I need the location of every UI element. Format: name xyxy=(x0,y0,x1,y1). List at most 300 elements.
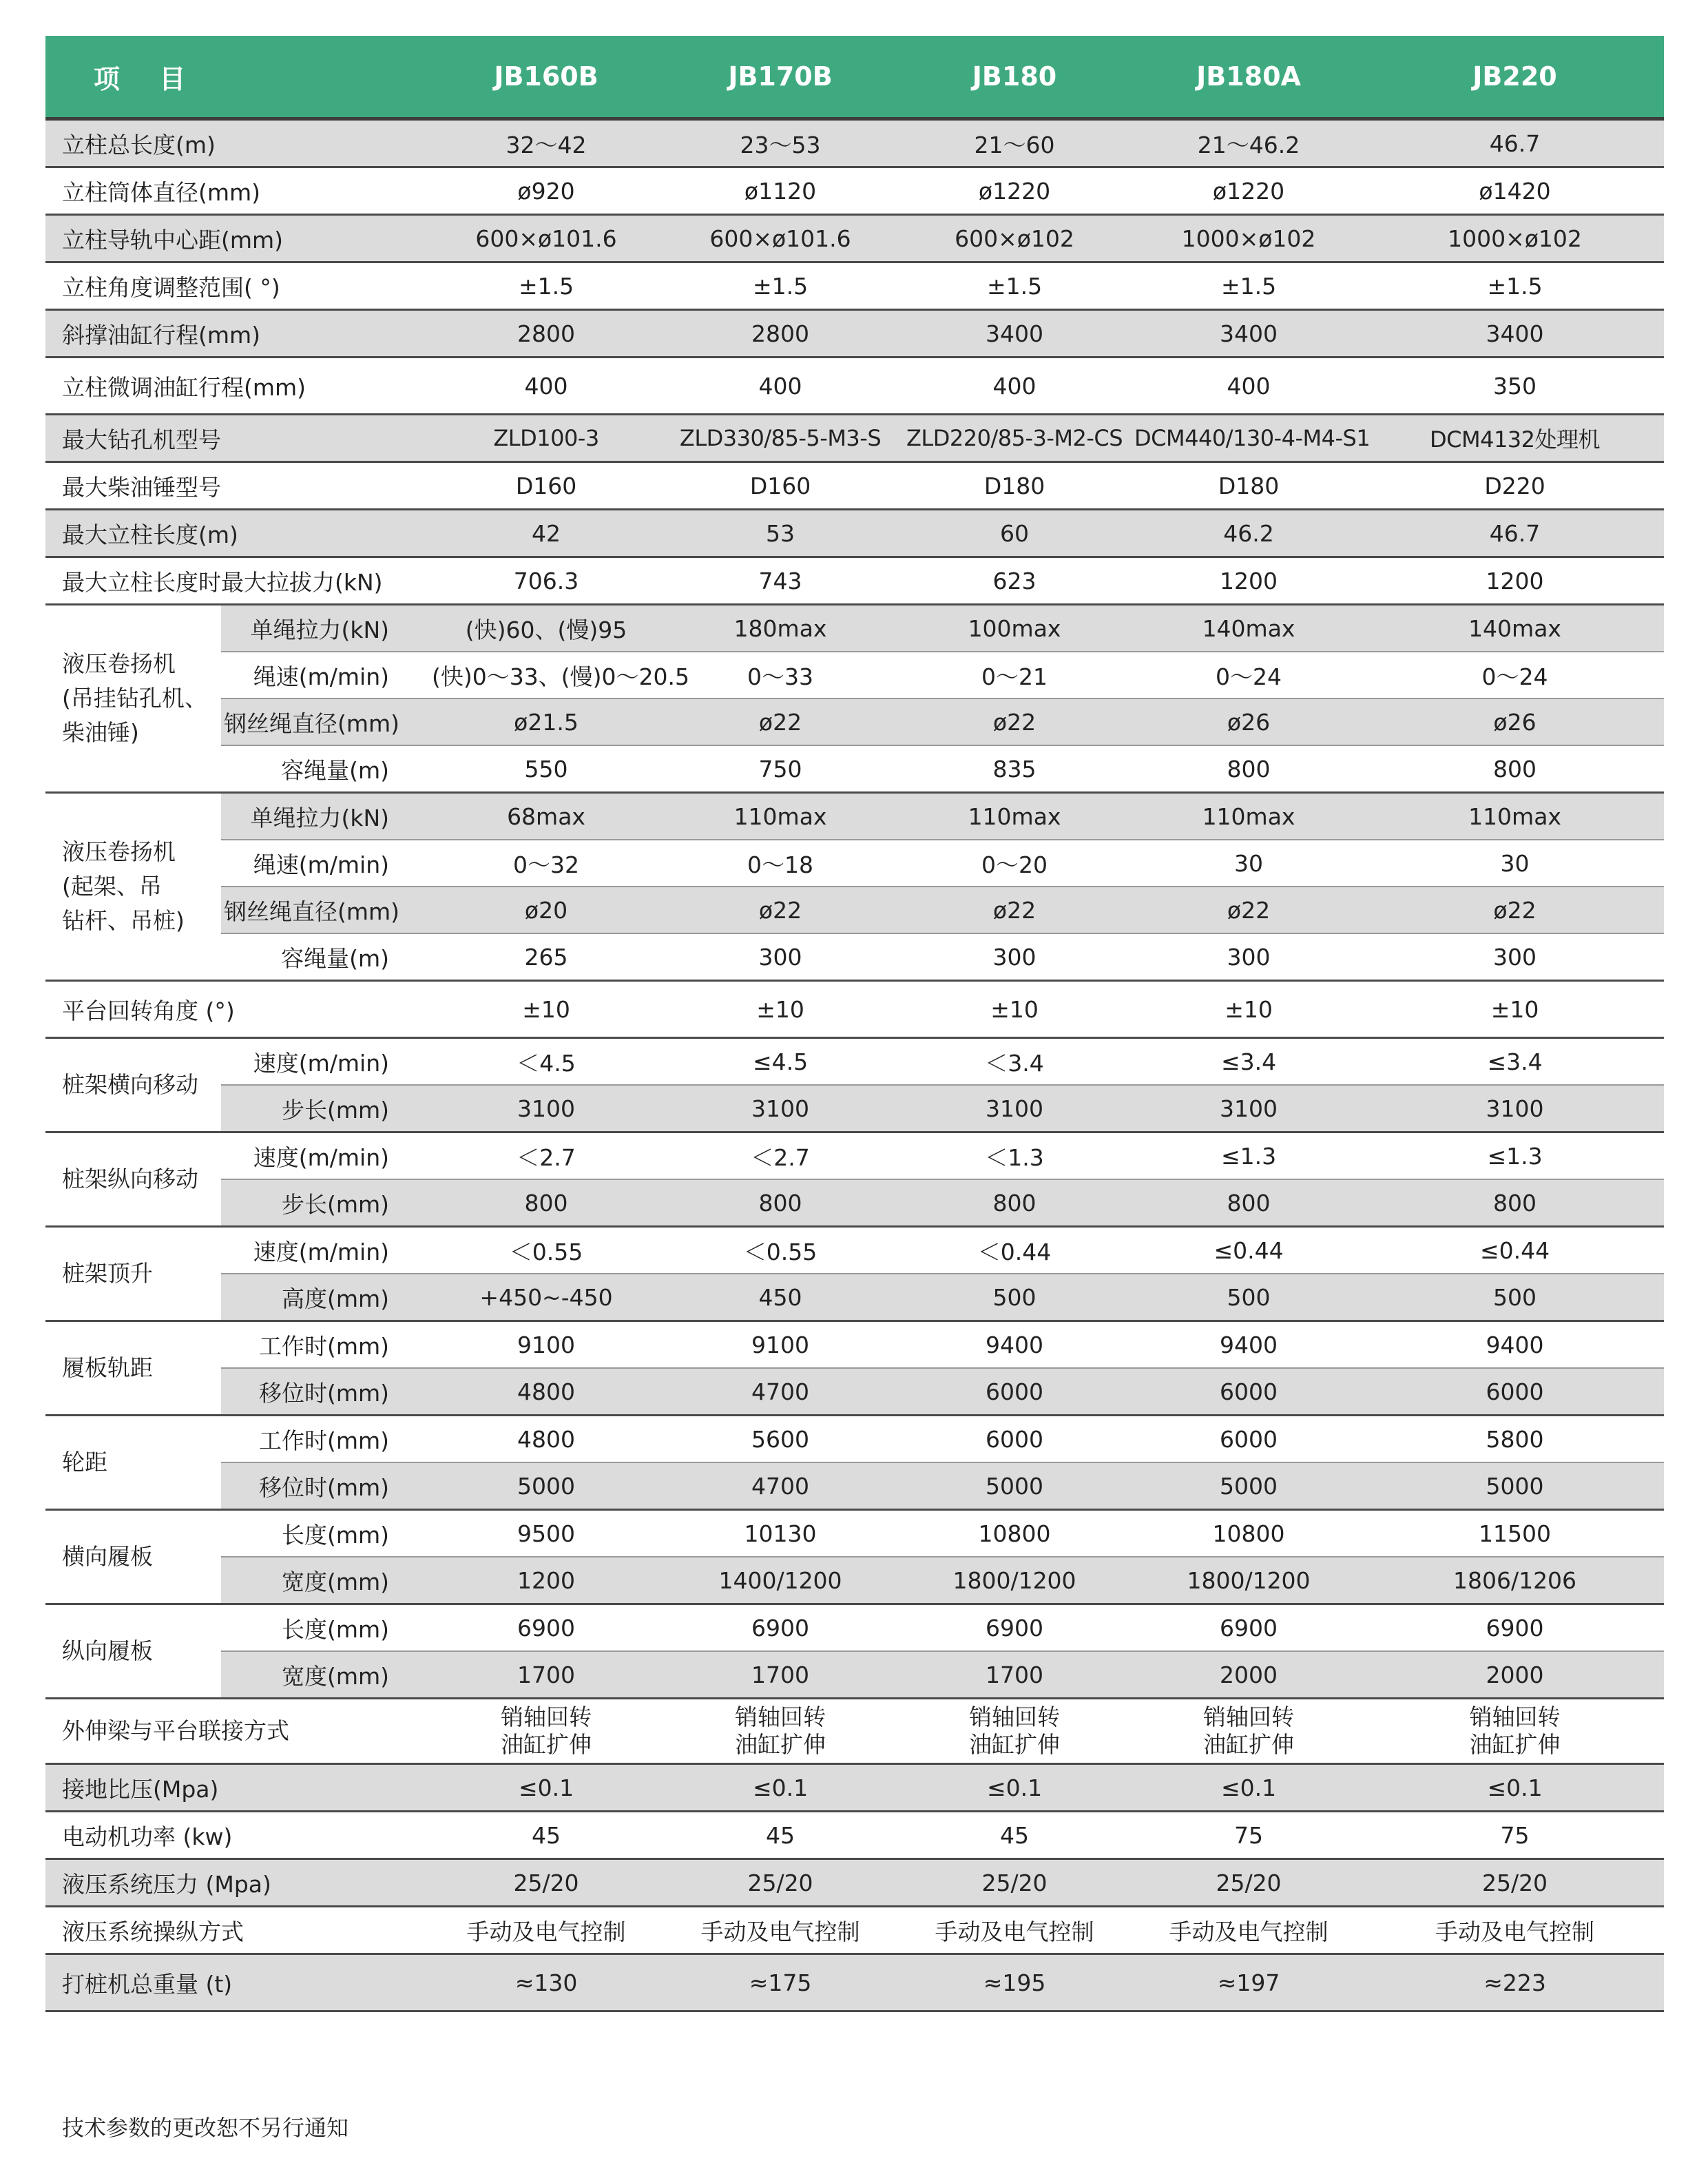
cell: 25/20 xyxy=(1132,1859,1366,1907)
cell: 1806/1206 xyxy=(1366,1557,1664,1604)
cell: 9500 xyxy=(429,1510,663,1557)
cell: 600×ø101.6 xyxy=(429,215,663,262)
row-label: 最大立柱长度时最大拉拔力(kN) xyxy=(45,557,429,605)
group-label: 纵向履板 xyxy=(45,1604,221,1699)
cell: 0～24 xyxy=(1132,652,1366,698)
group-label-line: (吊挂钻孔机、 xyxy=(62,685,207,712)
table-row xyxy=(45,557,1664,605)
cell: 600×ø102 xyxy=(897,215,1132,262)
cell: 6000 xyxy=(1366,1368,1664,1416)
cell: ≤1.3 xyxy=(1366,1132,1664,1180)
cell: ±1.5 xyxy=(897,262,1132,310)
cell: ZLD330/85-5-M3-S xyxy=(663,415,897,462)
cell: ø22 xyxy=(1366,887,1664,933)
cell: 9400 xyxy=(1366,1321,1664,1369)
cell: 300 xyxy=(1366,933,1664,981)
table-row xyxy=(45,1510,1664,1557)
cell: 23～53 xyxy=(663,119,897,167)
cell: ø920 xyxy=(429,167,663,215)
cell: 10800 xyxy=(897,1510,1132,1557)
header-model: JB180 xyxy=(897,36,1132,119)
group-label-line: 钻杆、吊桩) xyxy=(62,907,185,934)
sub-label: 速度(m/min) xyxy=(221,1132,429,1180)
cell-line: 油缸扩伸 xyxy=(1469,1731,1561,1758)
row-label: 斜撑油缸行程(mm) xyxy=(45,310,429,358)
cell: 45 xyxy=(429,1812,663,1859)
cell: 2800 xyxy=(429,310,663,358)
table-row xyxy=(45,462,1664,510)
cell: ø21.5 xyxy=(429,698,663,745)
table-row xyxy=(45,119,1664,167)
cell: 4700 xyxy=(663,1368,897,1416)
cell: ±10 xyxy=(429,981,663,1038)
cell: D180 xyxy=(1132,462,1366,510)
cell: 743 xyxy=(663,557,897,605)
group-label: 履板轨距 xyxy=(45,1321,221,1416)
cell: 800 xyxy=(1132,1179,1366,1227)
cell: 450 xyxy=(663,1274,897,1321)
sub-label: 容绳量(m) xyxy=(221,933,429,981)
cell: 300 xyxy=(663,933,897,981)
cell: ≤0.1 xyxy=(897,1764,1132,1812)
cell: ≤1.3 xyxy=(1132,1132,1366,1180)
cell: 手动及电气控制 xyxy=(1132,1907,1366,1954)
cell: 6000 xyxy=(897,1416,1132,1463)
group-label-line: 液压卷扬机 xyxy=(62,650,176,677)
cell: 25/20 xyxy=(897,1859,1132,1907)
cell: 1800/1200 xyxy=(1132,1557,1366,1604)
cell: 800 xyxy=(1132,745,1366,793)
cell: 11500 xyxy=(1366,1510,1664,1557)
cell: ±10 xyxy=(1366,981,1664,1038)
cell: 550 xyxy=(429,745,663,793)
cell: ≤0.1 xyxy=(1366,1764,1664,1812)
table-row xyxy=(45,1954,1664,2011)
table-row xyxy=(45,1699,1664,1764)
cell: 800 xyxy=(1366,745,1664,793)
cell: 800 xyxy=(897,1179,1132,1227)
cell: 9400 xyxy=(1132,1321,1366,1369)
cell: ø22 xyxy=(897,887,1132,933)
table-row xyxy=(45,1368,1664,1416)
cell: 0～33 xyxy=(663,652,897,698)
table-row xyxy=(45,415,1664,462)
sub-label: 步长(mm) xyxy=(221,1085,429,1132)
cell: 42 xyxy=(429,510,663,557)
cell: ≈195 xyxy=(897,1954,1132,2011)
cell: 1700 xyxy=(663,1651,897,1699)
cell: 265 xyxy=(429,933,663,981)
cell: 5000 xyxy=(897,1462,1132,1510)
cell: ≤0.44 xyxy=(1132,1227,1366,1274)
cell: 110max xyxy=(1366,793,1664,840)
cell: ≤3.4 xyxy=(1366,1038,1664,1086)
cell: 4800 xyxy=(429,1416,663,1463)
cell: 0～20 xyxy=(897,840,1132,887)
cell: 0～21 xyxy=(897,652,1132,698)
cell: 32～42 xyxy=(429,119,663,167)
group-label-line: 柴油锤) xyxy=(62,719,139,746)
cell: 10800 xyxy=(1132,1510,1366,1557)
cell: 60 xyxy=(897,510,1132,557)
sub-label: 速度(m/min) xyxy=(221,1227,429,1274)
sub-label: 移位时(mm) xyxy=(221,1368,429,1416)
table-row xyxy=(45,1764,1664,1812)
group-label-line: (起架、吊 xyxy=(62,873,162,900)
header-model: JB220 xyxy=(1366,36,1664,119)
header-model: JB160B xyxy=(429,36,663,119)
cell xyxy=(1366,1699,1664,1764)
cell: (快)0～33、(慢)0～20.5 xyxy=(429,652,663,698)
row-label: 接地比压(Mpa) xyxy=(45,1764,429,1812)
cell: ZLD100-3 xyxy=(429,415,663,462)
table-row xyxy=(45,1321,1664,1369)
table-row xyxy=(45,887,1664,933)
sub-label: 速度(m/min) xyxy=(221,1038,429,1086)
cell: ≈130 xyxy=(429,1954,663,2011)
cell: 2800 xyxy=(663,310,897,358)
cell: 0～18 xyxy=(663,840,897,887)
spec-table xyxy=(45,36,1664,2012)
table-row xyxy=(45,1604,1664,1652)
cell: 4800 xyxy=(429,1368,663,1416)
group-label-line: 液压卷扬机 xyxy=(62,838,176,865)
cell: 10130 xyxy=(663,1510,897,1557)
cell: ø1120 xyxy=(663,167,897,215)
cell: 140max xyxy=(1366,605,1664,652)
cell-line: 销轴回转 xyxy=(969,1704,1061,1730)
cell: 1200 xyxy=(429,1557,663,1604)
group-label: 轮距 xyxy=(45,1416,221,1510)
cell: ＜2.7 xyxy=(663,1132,897,1180)
cell-line: 销轴回转 xyxy=(735,1704,826,1730)
table-row xyxy=(45,745,1664,793)
cell: 1700 xyxy=(897,1651,1132,1699)
cell: D160 xyxy=(429,462,663,510)
cell: ø26 xyxy=(1132,698,1366,745)
cell: 750 xyxy=(663,745,897,793)
cell: 400 xyxy=(897,358,1132,415)
cell: 3400 xyxy=(1132,310,1366,358)
cell: ø20 xyxy=(429,887,663,933)
cell: 0～32 xyxy=(429,840,663,887)
row-label: 打桩机总重量 (t) xyxy=(45,1954,429,2011)
cell: ø1220 xyxy=(1132,167,1366,215)
row-label: 最大柴油锤型号 xyxy=(45,462,429,510)
cell: ±1.5 xyxy=(663,262,897,310)
sub-label: 宽度(mm) xyxy=(221,1651,429,1699)
cell: DCM440/130-4-M4-S1 xyxy=(1132,415,1366,462)
cell-line: 油缸扩伸 xyxy=(969,1731,1061,1758)
cell: 手动及电气控制 xyxy=(1366,1907,1664,1954)
header-model: JB170B xyxy=(663,36,897,119)
table-row xyxy=(45,262,1664,310)
cell: 5800 xyxy=(1366,1416,1664,1463)
table-row xyxy=(45,310,1664,358)
cell: 5000 xyxy=(429,1462,663,1510)
cell: 68max xyxy=(429,793,663,840)
row-label: 外伸梁与平台联接方式 xyxy=(45,1699,429,1764)
cell: 3100 xyxy=(1132,1085,1366,1132)
cell: ≤0.1 xyxy=(429,1764,663,1812)
cell: ＜0.44 xyxy=(897,1227,1132,1274)
cell: 1700 xyxy=(429,1651,663,1699)
cell: 5600 xyxy=(663,1416,897,1463)
row-label: 最大钻孔机型号 xyxy=(45,415,429,462)
table-row xyxy=(45,1907,1664,1954)
cell: 46.7 xyxy=(1366,119,1664,167)
group-label: 横向履板 xyxy=(45,1510,221,1604)
cell: ZLD220/85-3-M2-CS xyxy=(897,415,1132,462)
cell: 500 xyxy=(1132,1274,1366,1321)
cell: +450~-450 xyxy=(429,1274,663,1321)
cell: 45 xyxy=(897,1812,1132,1859)
cell: 623 xyxy=(897,557,1132,605)
sub-label: 工作时(mm) xyxy=(221,1321,429,1369)
table-row xyxy=(45,652,1664,698)
cell: ≤0.1 xyxy=(663,1764,897,1812)
cell: D180 xyxy=(897,462,1132,510)
table-row xyxy=(45,1462,1664,1510)
cell: 3100 xyxy=(429,1085,663,1132)
cell: ＜3.4 xyxy=(897,1038,1132,1086)
cell: 手动及电气控制 xyxy=(897,1907,1132,1954)
cell: 110max xyxy=(897,793,1132,840)
cell: ≈197 xyxy=(1132,1954,1366,2011)
cell: 46.2 xyxy=(1132,510,1366,557)
table-row xyxy=(45,167,1664,215)
cell: 400 xyxy=(1132,358,1366,415)
cell: 25/20 xyxy=(663,1859,897,1907)
table-row xyxy=(45,215,1664,262)
row-label: 液压系统操纵方式 xyxy=(45,1907,429,1954)
cell: ＜0.55 xyxy=(663,1227,897,1274)
cell: 400 xyxy=(429,358,663,415)
cell: 6900 xyxy=(429,1604,663,1652)
cell: 3400 xyxy=(897,310,1132,358)
cell: 6900 xyxy=(897,1604,1132,1652)
cell: 21～46.2 xyxy=(1132,119,1366,167)
header-row xyxy=(45,36,1664,119)
table-row xyxy=(45,1179,1664,1227)
cell: 400 xyxy=(663,358,897,415)
sub-label: 长度(mm) xyxy=(221,1510,429,1557)
cell: ≤4.5 xyxy=(663,1038,897,1086)
cell: 800 xyxy=(663,1179,897,1227)
sub-label: 宽度(mm) xyxy=(221,1557,429,1604)
cell: 500 xyxy=(897,1274,1132,1321)
cell-line: 销轴回转 xyxy=(501,1704,592,1730)
cell: 9100 xyxy=(429,1321,663,1369)
cell: ＜1.3 xyxy=(897,1132,1132,1180)
cell-line: 销轴回转 xyxy=(1469,1704,1561,1730)
group-label-winch1 xyxy=(45,605,221,793)
cell: 800 xyxy=(1366,1179,1664,1227)
cell: 4700 xyxy=(663,1462,897,1510)
sub-label: 工作时(mm) xyxy=(221,1416,429,1463)
cell: 45 xyxy=(663,1812,897,1859)
table-row xyxy=(45,1085,1664,1132)
cell: 140max xyxy=(1132,605,1366,652)
cell: ø1220 xyxy=(897,167,1132,215)
cell-line: 油缸扩伸 xyxy=(735,1731,826,1758)
header-item: 项 目 xyxy=(45,36,429,119)
cell: ±10 xyxy=(1132,981,1366,1038)
cell: 6000 xyxy=(1132,1416,1366,1463)
cell: 21～60 xyxy=(897,119,1132,167)
cell: 835 xyxy=(897,745,1132,793)
sub-label: 钢丝绳直径(mm) xyxy=(221,887,429,933)
cell: 5000 xyxy=(1132,1462,1366,1510)
spec-sheet xyxy=(45,36,1664,2012)
cell: ≤0.44 xyxy=(1366,1227,1664,1274)
cell: 100max xyxy=(897,605,1132,652)
table-row xyxy=(45,1038,1664,1086)
table-row xyxy=(45,840,1664,887)
sub-label: 容绳量(m) xyxy=(221,745,429,793)
sub-label: 单绳拉力(kN) xyxy=(221,605,429,652)
cell: 1400/1200 xyxy=(663,1557,897,1604)
table-row xyxy=(45,793,1664,840)
cell: 500 xyxy=(1366,1274,1664,1321)
cell: 2000 xyxy=(1132,1651,1366,1699)
cell: 3400 xyxy=(1366,310,1664,358)
table-row xyxy=(45,358,1664,415)
cell: 25/20 xyxy=(429,1859,663,1907)
table-row xyxy=(45,1859,1664,1907)
cell: 25/20 xyxy=(1366,1859,1664,1907)
cell: D220 xyxy=(1366,462,1664,510)
sub-label: 长度(mm) xyxy=(221,1604,429,1652)
sub-label: 步长(mm) xyxy=(221,1179,429,1227)
cell: ≈223 xyxy=(1366,1954,1664,2011)
cell: ±10 xyxy=(663,981,897,1038)
sub-label: 高度(mm) xyxy=(221,1274,429,1321)
cell: 6000 xyxy=(897,1368,1132,1416)
row-label: 最大立柱长度(m) xyxy=(45,510,429,557)
cell: ＜2.7 xyxy=(429,1132,663,1180)
cell: 1000×ø102 xyxy=(1366,215,1664,262)
sub-label: 单绳拉力(kN) xyxy=(221,793,429,840)
cell: ø22 xyxy=(1132,887,1366,933)
cell: DCM4132处理机 xyxy=(1366,415,1664,462)
cell: 1800/1200 xyxy=(897,1557,1132,1604)
cell: 1000×ø102 xyxy=(1132,215,1366,262)
row-label: 立柱筒体直径(mm) xyxy=(45,167,429,215)
cell: 110max xyxy=(1132,793,1366,840)
cell: 706.3 xyxy=(429,557,663,605)
cell: 300 xyxy=(1132,933,1366,981)
group-label: 桩架顶升 xyxy=(45,1227,221,1321)
cell: 5000 xyxy=(1366,1462,1664,1510)
cell: ＜4.5 xyxy=(429,1038,663,1086)
cell: ≤3.4 xyxy=(1132,1038,1366,1086)
table-row xyxy=(45,698,1664,745)
cell: 手动及电气控制 xyxy=(663,1907,897,1954)
cell: ±10 xyxy=(897,981,1132,1038)
cell: ±1.5 xyxy=(429,262,663,310)
table-row xyxy=(45,1416,1664,1463)
cell-line: 油缸扩伸 xyxy=(1203,1731,1295,1758)
cell: 30 xyxy=(1366,840,1664,887)
cell: 6900 xyxy=(1132,1604,1366,1652)
cell: 6000 xyxy=(1132,1368,1366,1416)
table-row xyxy=(45,981,1664,1038)
cell: 0～24 xyxy=(1366,652,1664,698)
cell: 46.7 xyxy=(1366,510,1664,557)
cell: 6900 xyxy=(1366,1604,1664,1652)
cell: 3100 xyxy=(897,1085,1132,1132)
sub-label: 绳速(m/min) xyxy=(221,652,429,698)
table-row xyxy=(45,933,1664,981)
cell: 1200 xyxy=(1132,557,1366,605)
group-label-winch2 xyxy=(45,793,221,981)
cell: 2000 xyxy=(1366,1651,1664,1699)
cell: ø22 xyxy=(663,887,897,933)
table-row xyxy=(45,1274,1664,1321)
cell: 300 xyxy=(897,933,1132,981)
table-row xyxy=(45,1227,1664,1274)
cell: 3100 xyxy=(663,1085,897,1132)
row-label: 电动机功率 (kw) xyxy=(45,1812,429,1859)
cell: 350 xyxy=(1366,358,1664,415)
group-label: 桩架纵向移动 xyxy=(45,1132,221,1227)
cell: ø1420 xyxy=(1366,167,1664,215)
row-label: 立柱微调油缸行程(mm) xyxy=(45,358,429,415)
cell: 9100 xyxy=(663,1321,897,1369)
cell: 53 xyxy=(663,510,897,557)
cell: (快)60、(慢)95 xyxy=(429,605,663,652)
cell: 1200 xyxy=(1366,557,1664,605)
cell: ø22 xyxy=(897,698,1132,745)
row-label: 立柱总长度(m) xyxy=(45,119,429,167)
table-row xyxy=(45,1812,1664,1859)
cell: ≈175 xyxy=(663,1954,897,2011)
group-label: 桩架横向移动 xyxy=(45,1038,221,1132)
cell: ≤0.1 xyxy=(1132,1764,1366,1812)
cell: 75 xyxy=(1132,1812,1366,1859)
cell: ±1.5 xyxy=(1132,262,1366,310)
cell: 9400 xyxy=(897,1321,1132,1369)
cell xyxy=(1132,1699,1366,1764)
footnote: 技术参数的更改恕不另行通知 xyxy=(62,2115,349,2141)
cell: 600×ø101.6 xyxy=(663,215,897,262)
sub-label: 移位时(mm) xyxy=(221,1462,429,1510)
cell: D160 xyxy=(663,462,897,510)
table-row xyxy=(45,510,1664,557)
row-label: 平台回转角度 (°) xyxy=(45,981,429,1038)
cell: 6900 xyxy=(663,1604,897,1652)
cell xyxy=(663,1699,897,1764)
cell: ø22 xyxy=(663,698,897,745)
sub-label: 钢丝绳直径(mm) xyxy=(221,698,429,745)
sub-label: 绳速(m/min) xyxy=(221,840,429,887)
cell: 800 xyxy=(429,1179,663,1227)
cell: ø26 xyxy=(1366,698,1664,745)
table-row xyxy=(45,605,1664,652)
cell-line: 销轴回转 xyxy=(1203,1704,1295,1730)
table-row xyxy=(45,1132,1664,1180)
row-label: 液压系统压力 (Mpa) xyxy=(45,1859,429,1907)
cell: 3100 xyxy=(1366,1085,1664,1132)
cell: 手动及电气控制 xyxy=(429,1907,663,1954)
cell xyxy=(897,1699,1132,1764)
cell xyxy=(429,1699,663,1764)
cell: 75 xyxy=(1366,1812,1664,1859)
cell: 180max xyxy=(663,605,897,652)
cell: 110max xyxy=(663,793,897,840)
cell: ＜0.55 xyxy=(429,1227,663,1274)
